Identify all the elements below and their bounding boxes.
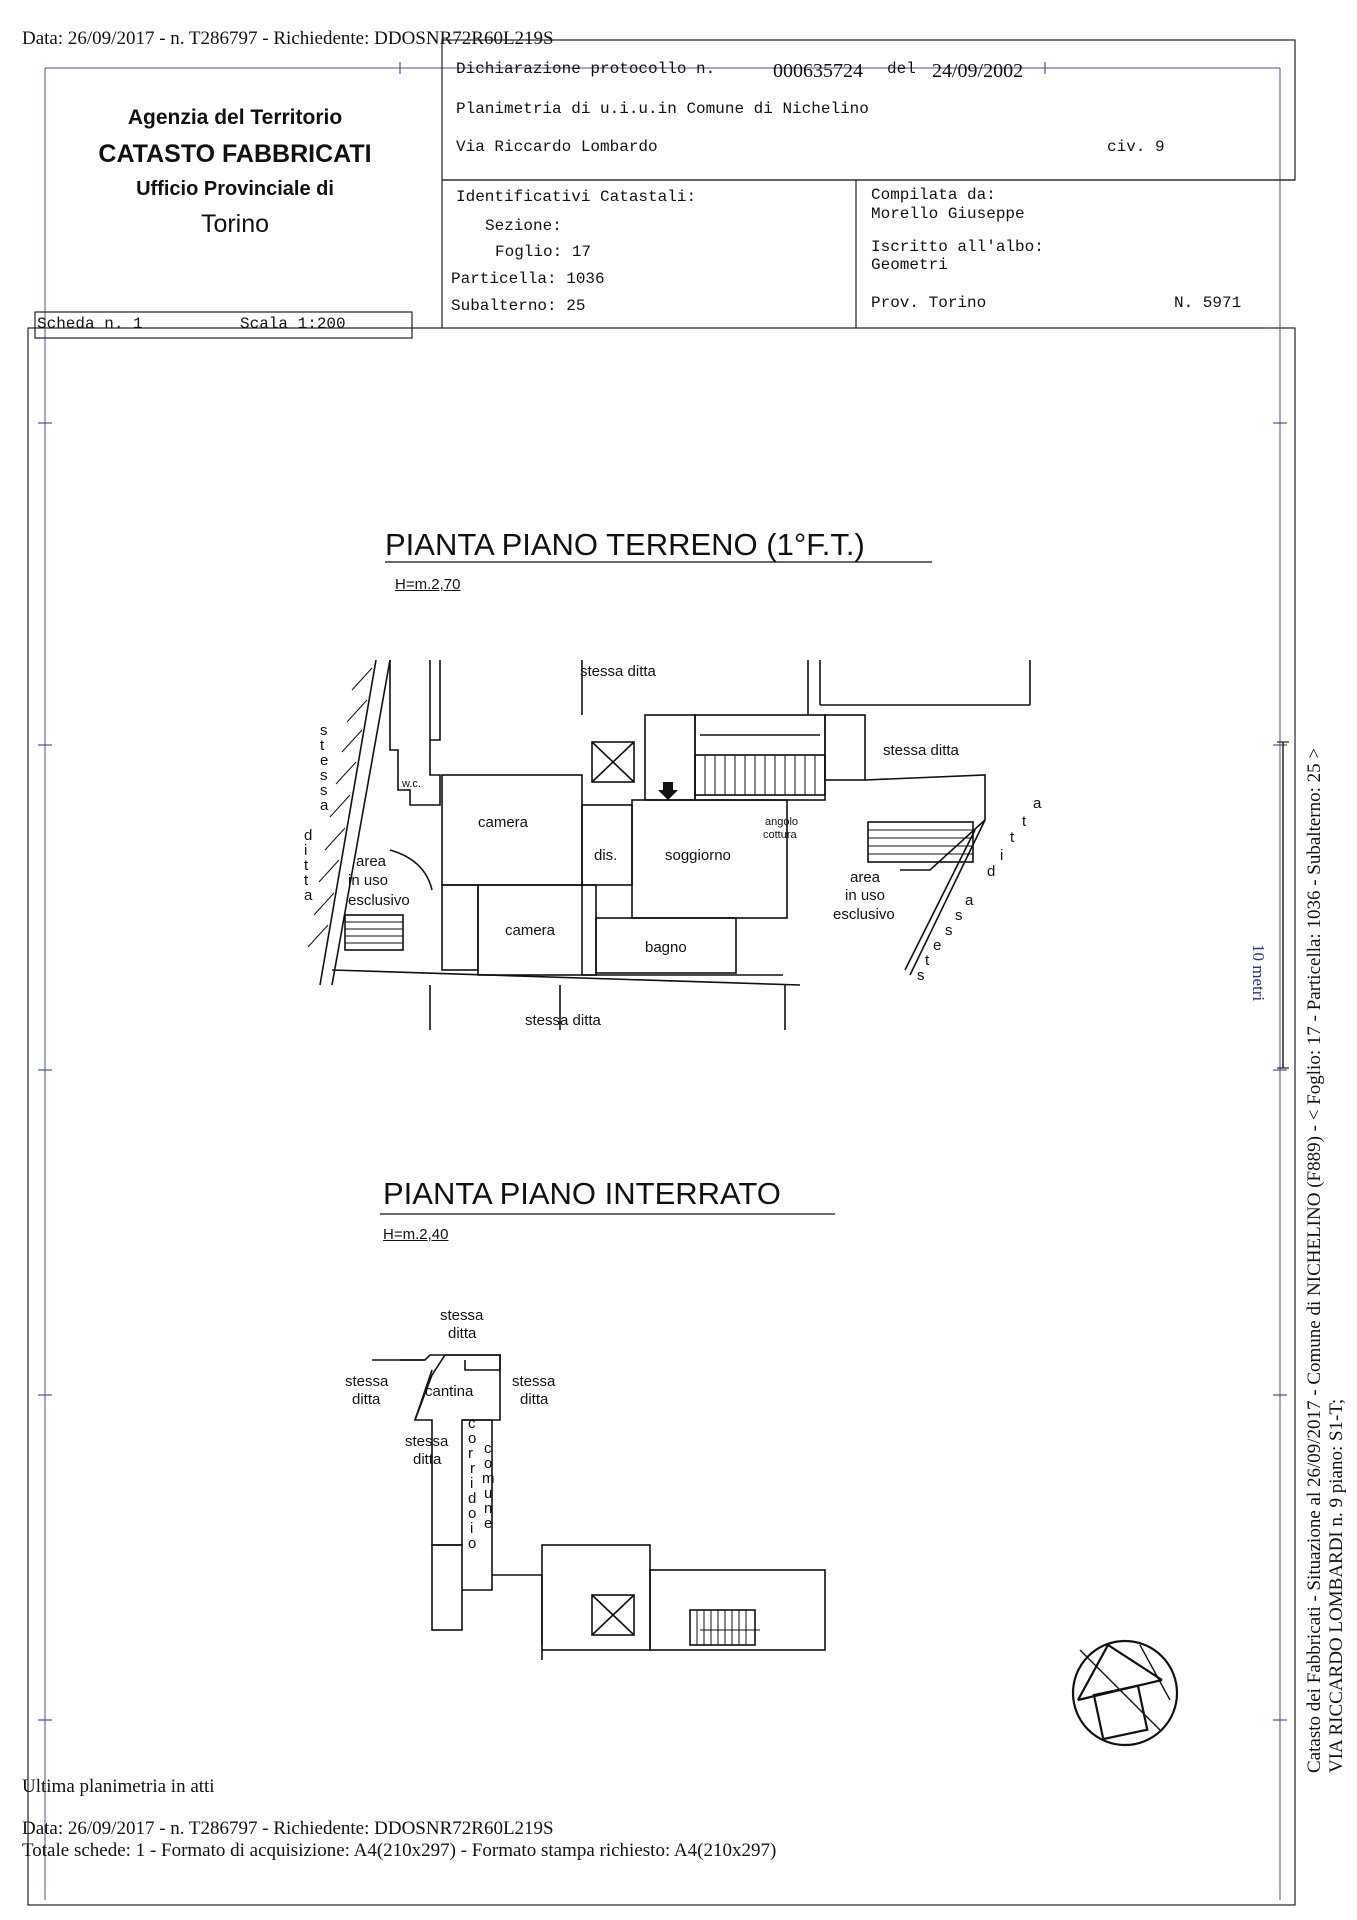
svg-text:u: u [484,1485,493,1502]
protocol-del: del [887,60,916,78]
svg-text:d: d [304,827,313,844]
basement-stessa-top: stessa [440,1307,484,1324]
svg-text:i: i [470,1520,474,1537]
basement-height: H=m.2,40 [383,1226,449,1243]
basement-stessa-right: stessa [512,1373,556,1390]
label-angolo: angolo [765,816,799,828]
address-line: Via Riccardo Lombardo [456,138,658,156]
basement-ditta-top: ditta [448,1325,477,1342]
footer-stamp: Data: 26/09/2017 - n. T286797 - Richiedente: DDOSNR72R60L219S [22,1818,554,1839]
identificativi-heading: Identificativi Catastali: [456,188,697,206]
ultima-planimetria-note: Ultima planimetria in atti [22,1776,215,1797]
scheda-label: Scheda n. 1 [37,315,143,333]
svg-text:t: t [925,952,930,969]
ground-floor-title: PIANTA PIANO TERRENO (1°F.T.) [385,527,865,562]
label-cottura: cottura [763,829,797,841]
catasto-title: CATASTO FABBRICATI [98,140,372,168]
basement-cantina-label: cantina [425,1383,474,1400]
agency-name: Agenzia del Territorio [127,106,343,129]
svg-text:a: a [304,887,313,904]
label-camera-1: camera [478,814,529,831]
label-stessa-ditta-bottom: stessa ditta [525,1012,601,1029]
ground-floor-height: H=m.2,70 [395,576,461,593]
svg-text:i: i [304,842,308,859]
svg-text:t: t [304,872,309,889]
compiler-name: Morello Giuseppe [871,205,1025,223]
label-soggiorno: soggiorno [665,847,731,864]
svg-text:c: c [468,1415,476,1432]
svg-text:e: e [484,1515,493,1532]
side-address-text: VIA RICCARDO LOMBARDI n. 9 piano: S1-T; [1326,1398,1347,1773]
svg-text:e: e [933,937,942,954]
registration-number: N. 5971 [1174,294,1242,312]
albo-value: Geometri [871,256,948,274]
sezione-field: Sezione: [485,217,562,235]
svg-text:d: d [987,863,996,880]
label-stessa-ditta-top: stessa ditta [580,663,656,680]
subalterno-field: Subalterno: 25 [451,297,586,315]
basement-stessa-left: stessa [345,1373,389,1390]
basement-ditta-bottom-left: ditta [413,1451,442,1468]
label-in-uso-right: in uso [845,887,886,904]
svg-text:o: o [484,1455,493,1472]
svg-text:s: s [917,967,925,984]
scale-bar-label: 10 metri [1249,944,1268,1002]
svg-text:t: t [1010,829,1015,846]
civic-number: civ. 9 [1107,138,1165,156]
compilata-heading: Compilata da: [871,186,996,204]
basement-stessa-bottom-left: stessa [405,1433,449,1450]
svg-text:e: e [320,752,329,769]
svg-text:c: c [484,1440,492,1457]
svg-text:r: r [468,1445,473,1462]
protocol-date: 24/09/2002 [932,60,1024,82]
scale-label: Scala 1:200 [240,315,346,333]
city-label: Torino [200,210,270,238]
svg-text:d: d [468,1490,477,1507]
svg-text:r: r [470,1460,475,1477]
svg-text:o: o [468,1505,477,1522]
svg-text:n: n [484,1500,493,1517]
svg-text:a: a [320,797,329,814]
label-bagno: bagno [645,939,687,956]
label-stessa-ditta-right: stessa ditta [883,742,959,759]
svg-text:o: o [468,1430,477,1447]
svg-text:a: a [965,892,974,909]
svg-text:s: s [945,922,953,939]
svg-text:t: t [304,857,309,874]
basement-ditta-left: ditta [352,1391,381,1408]
footer-format: Totale schede: 1 - Formato di acquisizione: A4(210x297) - Formato stampa richiesto: A4(210x297) [22,1840,777,1861]
svg-text:t: t [320,737,325,754]
label-wc: w.c. [402,778,421,790]
svg-text:o: o [468,1535,477,1552]
label-in-uso-left: in uso [348,872,389,889]
protocol-prefix: Dichiarazione protocollo n. [456,60,716,78]
svg-text:t: t [1022,813,1027,830]
basement-ditta-right: ditta [520,1391,549,1408]
svg-text:s: s [320,767,328,784]
protocol-number: 000635724 [773,60,863,82]
svg-text:s: s [955,907,963,924]
header-stamp: Data: 26/09/2017 - n. T286797 - Richiedente: DDOSNR72R60L219S [22,28,554,49]
label-camera-2: camera [505,922,556,939]
svg-text:a: a [1033,795,1042,812]
svg-text:s: s [320,782,328,799]
label-esclusivo-right: esclusivo [833,906,895,923]
side-situation-text: Catasto dei Fabbricati - Situazione al 26/09/2017 - Comune di NICHELINO (F889) - < Foglio: 17 - Particella: 1036 - Subalterno: 25 > [1304,747,1325,1773]
foglio-field: Foglio: 17 [495,243,592,261]
particella-field: Particella: 1036 [451,270,605,288]
planimetria-line: Planimetria di u.i.u.in Comune di Nichelino [456,100,869,118]
label-esclusivo-left: esclusivo [348,892,410,909]
label-area-left: area [356,853,387,870]
iscritto-label: Iscritto all'albo: [871,238,1044,256]
ufficio-label: Ufficio Provinciale di [136,178,334,200]
svg-text:s: s [320,722,328,739]
svg-text:i: i [470,1475,474,1492]
basement-title: PIANTA PIANO INTERRATO [383,1176,781,1211]
label-area-right: area [850,869,881,886]
svg-text:i: i [1000,847,1004,864]
svg-text:m: m [482,1470,495,1487]
label-dis: dis. [594,847,618,864]
prov-field: Prov. Torino [871,294,987,312]
